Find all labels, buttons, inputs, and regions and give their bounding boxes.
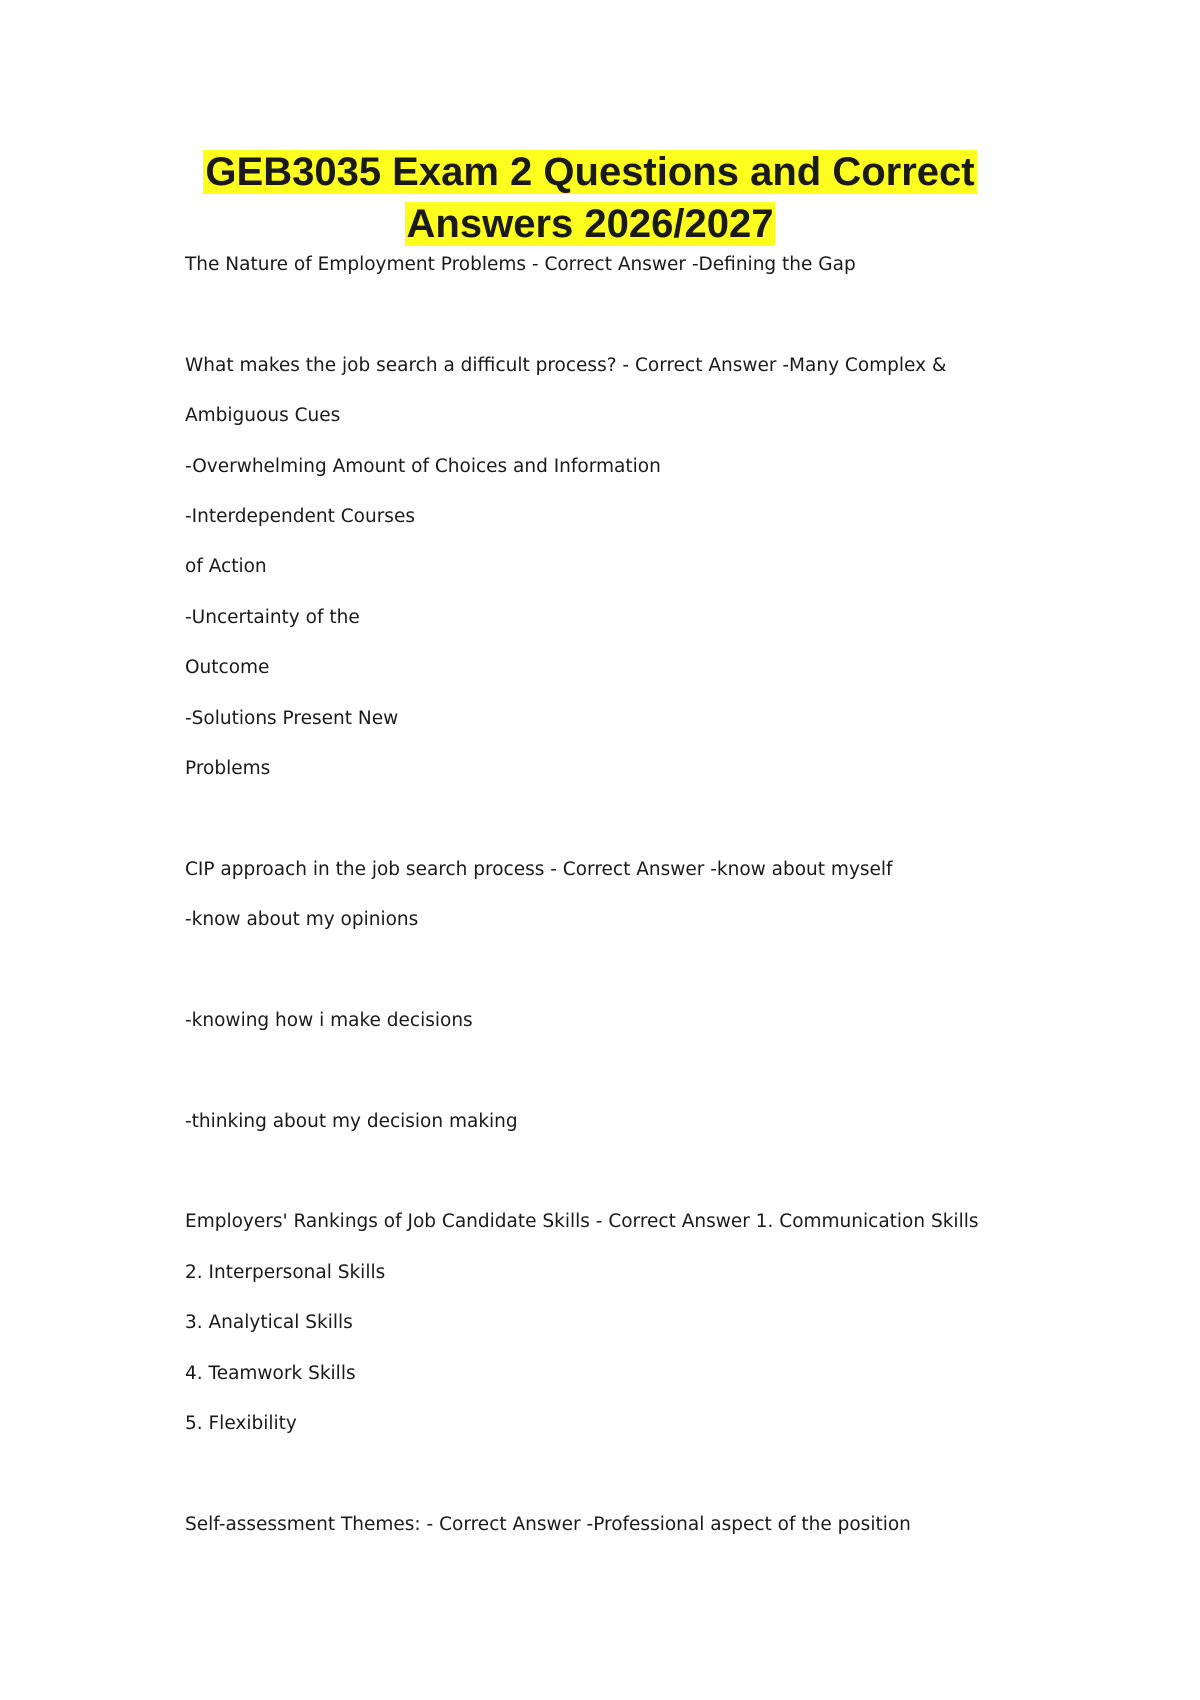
answer-line: -thinking about my decision making [185,1111,518,1132]
title-line-2: Answers 2026/2027 [406,202,774,246]
answer-line: Outcome [185,657,270,678]
answer-line: -Solutions Present New [185,708,399,729]
qa-question-employer-rankings: Employers' Rankings of Job Candidate Skills - Correct Answer 1. Communication Skills [185,1211,979,1232]
answer-line: 3. Analytical Skills [185,1312,353,1333]
document-title [140,146,1040,250]
answer-line: 5. Flexibility [185,1413,297,1434]
answer-line: Ambiguous Cues [185,405,341,426]
answer-line: 2. Interpersonal Skills [185,1262,386,1283]
title-line-1: GEB3035 Exam 2 Questions and Correct [205,150,975,194]
qa-question-job-search-difficulty: What makes the job search a difficult process? - Correct Answer -Many Complex & [185,355,947,376]
answer-line: Problems [185,758,271,779]
qa-question-employment-problems: The Nature of Employment Problems - Correct Answer -Defining the Gap [185,254,856,275]
answer-line: -Overwhelming Amount of Choices and Information [185,456,661,477]
answer-line: 4. Teamwork Skills [185,1363,356,1384]
answer-line: -knowing how i make decisions [185,1010,473,1031]
answer-line: -Interdependent Courses [185,506,415,527]
qa-question-cip-approach: CIP approach in the job search process - Correct Answer -know about myself [185,859,893,880]
qa-question-self-assessment: Self-assessment Themes: - Correct Answer -Professional aspect of the position [185,1514,911,1535]
answer-line: -Uncertainty of the [185,607,360,628]
answer-line: -know about my opinions [185,909,419,930]
answer-line: of Action [185,556,267,577]
